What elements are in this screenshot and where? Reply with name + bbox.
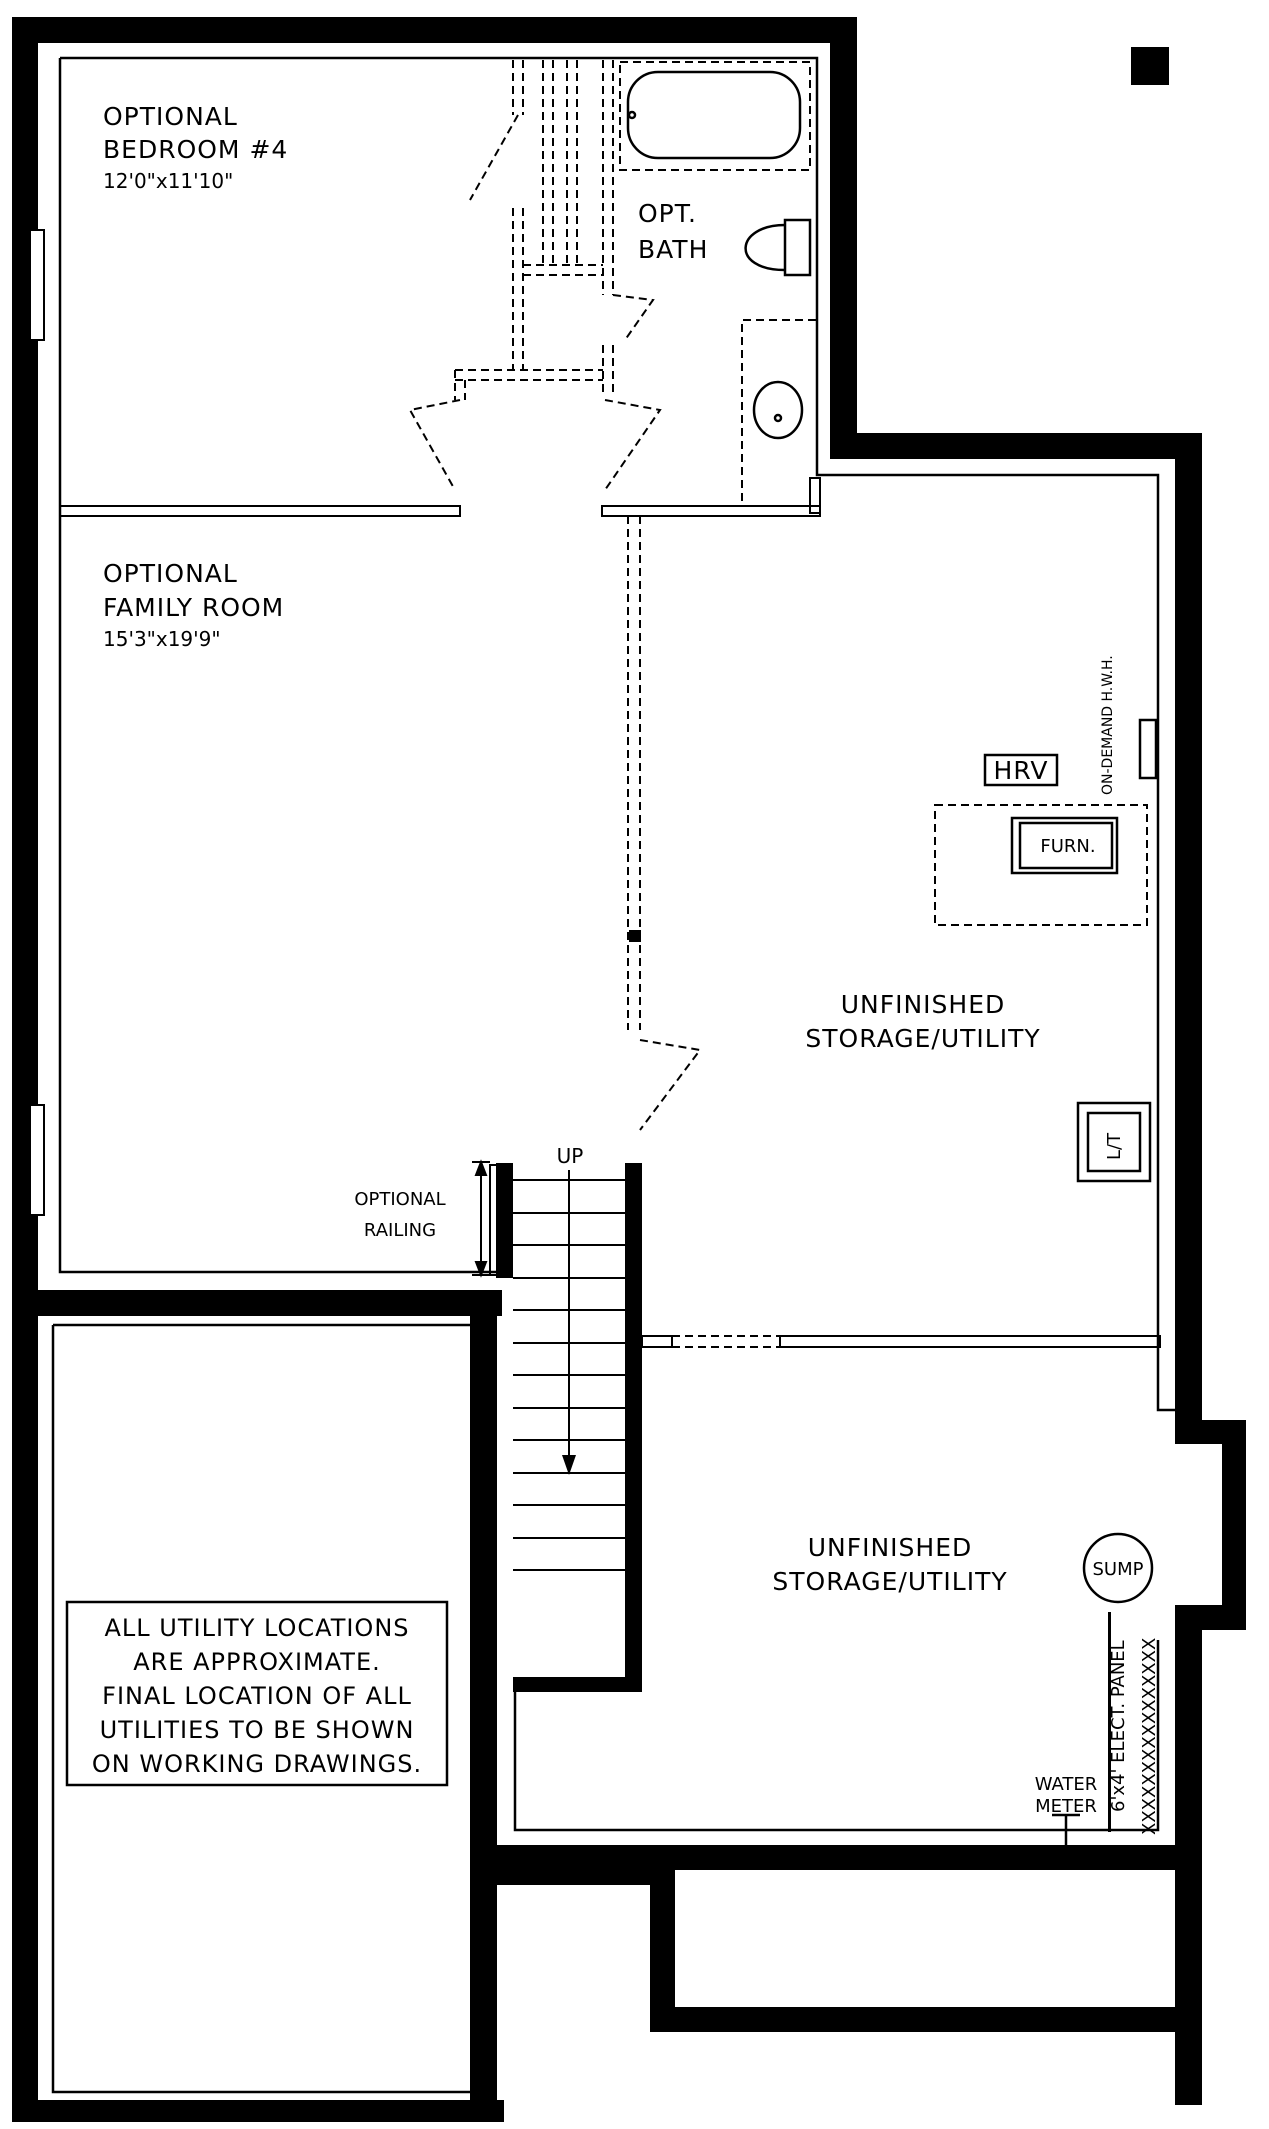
laundry-tub-label: L/T xyxy=(1104,1132,1125,1160)
bath-label-1: OPT. xyxy=(638,199,698,228)
water-meter-label-2: METER xyxy=(1035,1796,1097,1817)
column-post xyxy=(629,930,641,942)
sump-label: SUMP xyxy=(1092,1559,1144,1580)
window-family xyxy=(30,1105,44,1215)
elect-panel-marks: XXXXXXXXXXXXXXXX xyxy=(1139,1637,1160,1835)
railing-dimension xyxy=(472,1162,490,1275)
window-bedroom xyxy=(30,230,44,340)
water-meter-label-1: WATER xyxy=(1034,1774,1098,1795)
utility-upper-label-2: STORAGE/UTILITY xyxy=(805,1024,1041,1053)
bedroom-size: 12'0"x11'10" xyxy=(103,169,234,193)
toilet xyxy=(746,220,810,275)
railing-label-2: RAILING xyxy=(363,1220,437,1241)
hrv-label: HRV xyxy=(993,756,1049,785)
family-size: 15'3"x19'9" xyxy=(103,627,221,651)
bath-sink xyxy=(754,382,802,438)
note-line-4: UTILITIES TO BE SHOWN xyxy=(99,1716,415,1744)
bedroom-label-1: OPTIONAL xyxy=(103,102,238,131)
utility-lower-label-1: UNFINISHED xyxy=(807,1533,973,1562)
hwh-tank xyxy=(1140,720,1156,778)
note-line-3: FINAL LOCATION OF ALL xyxy=(102,1682,412,1710)
furnace-label: FURN. xyxy=(1040,836,1096,857)
family-label-2: FAMILY ROOM xyxy=(103,593,285,622)
hwh-label: ON-DEMAND H.W.H. xyxy=(1100,655,1116,795)
utility-upper-label-1: UNFINISHED xyxy=(840,990,1006,1019)
note-line-1: ALL UTILITY LOCATIONS xyxy=(104,1614,410,1642)
note-line-2: ARE APPROXIMATE. xyxy=(133,1648,381,1676)
railing-label-1: OPTIONAL xyxy=(354,1189,446,1210)
interior-lines xyxy=(53,58,1200,2092)
bathtub xyxy=(628,72,800,158)
bedroom-label-2: BEDROOM #4 xyxy=(103,135,289,164)
dashed-walls xyxy=(410,60,1147,1347)
utility-lower-label-2: STORAGE/UTILITY xyxy=(772,1567,1008,1596)
note-line-5: ON WORKING DRAWINGS. xyxy=(91,1750,423,1778)
stairs-up-label: UP xyxy=(556,1144,584,1168)
stair-treads xyxy=(513,1170,625,1570)
family-label-1: OPTIONAL xyxy=(103,559,238,588)
bath-label-2: BATH xyxy=(638,235,709,264)
elect-panel-label: 6'x4' ELECT. PANEL xyxy=(1108,1640,1129,1812)
